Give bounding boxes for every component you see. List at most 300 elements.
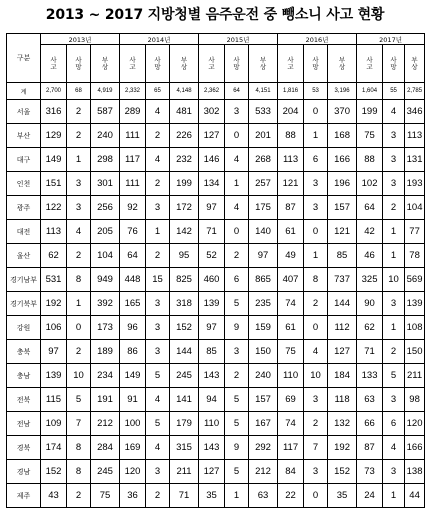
value-cell: 104 xyxy=(91,244,120,268)
value-cell: 234 xyxy=(91,364,120,388)
region-cell: 울산 xyxy=(7,244,41,268)
value-cell: 166 xyxy=(328,148,357,172)
value-cell: 4,148 xyxy=(170,83,199,100)
value-cell: 0 xyxy=(304,100,328,124)
value-cell: 43 xyxy=(41,484,67,508)
sub-header-label: 사망 xyxy=(233,55,240,71)
value-cell: 2 xyxy=(146,244,170,268)
value-cell: 24 xyxy=(357,484,383,508)
value-cell: 64 xyxy=(357,196,383,220)
value-cell: 3 xyxy=(304,388,328,412)
value-cell: 111 xyxy=(120,172,146,196)
value-cell: 9 xyxy=(225,316,249,340)
value-cell: 7 xyxy=(67,412,91,436)
table-row xyxy=(7,268,425,292)
value-cell: 2 xyxy=(146,172,170,196)
table-row xyxy=(7,388,425,412)
value-cell: 316 xyxy=(41,100,67,124)
value-cell: 2 xyxy=(304,292,328,316)
value-cell: 4 xyxy=(146,148,170,172)
table-row xyxy=(7,316,425,340)
value-cell: 5 xyxy=(383,364,405,388)
value-cell: 110 xyxy=(199,412,225,436)
value-cell: 2 xyxy=(67,244,91,268)
value-cell: 113 xyxy=(41,220,67,244)
value-cell: 5 xyxy=(67,388,91,412)
value-cell: 165 xyxy=(120,292,146,316)
value-cell: 102 xyxy=(357,172,383,196)
value-cell: 4 xyxy=(383,100,405,124)
value-cell: 1 xyxy=(383,484,405,508)
value-cell: 201 xyxy=(249,124,278,148)
sub-header-label: 부상 xyxy=(338,55,346,71)
region-cell: 경기남부 xyxy=(7,268,41,292)
value-cell: 106 xyxy=(41,316,67,340)
total-row xyxy=(7,83,425,100)
region-cell: 광주 xyxy=(7,196,41,220)
value-cell: 129 xyxy=(41,124,67,148)
value-cell: 64 xyxy=(120,244,146,268)
value-cell: 75 xyxy=(357,124,383,148)
sub-header-label: 사고 xyxy=(129,55,136,71)
value-cell: 3 xyxy=(67,196,91,220)
value-cell: 737 xyxy=(328,268,357,292)
value-cell: 1 xyxy=(383,220,405,244)
value-cell: 112 xyxy=(328,316,357,340)
value-cell: 3 xyxy=(146,316,170,340)
value-cell: 2 xyxy=(67,484,91,508)
sub-header-cell xyxy=(304,45,328,83)
region-cell: 서울 xyxy=(7,100,41,124)
value-cell: 152 xyxy=(328,460,357,484)
table-row xyxy=(7,484,425,508)
sub-header-cell xyxy=(249,45,278,83)
region-cell: 경북 xyxy=(7,436,41,460)
year-header-2013: 2013년 xyxy=(41,34,120,45)
value-cell: 184 xyxy=(328,364,357,388)
value-cell: 87 xyxy=(357,436,383,460)
value-cell: 152 xyxy=(41,460,67,484)
sub-header-cell xyxy=(199,45,225,83)
value-cell: 196 xyxy=(328,172,357,196)
value-cell: 139 xyxy=(199,292,225,316)
value-cell: 3 xyxy=(146,292,170,316)
value-cell: 212 xyxy=(91,412,120,436)
value-cell: 257 xyxy=(249,172,278,196)
value-cell: 42 xyxy=(357,220,383,244)
value-cell: 318 xyxy=(170,292,199,316)
value-cell: 284 xyxy=(91,436,120,460)
value-cell: 44 xyxy=(405,484,425,508)
value-cell: 256 xyxy=(91,196,120,220)
value-cell: 152 xyxy=(170,316,199,340)
value-cell: 245 xyxy=(170,364,199,388)
value-cell: 460 xyxy=(199,268,225,292)
region-cell: 대전 xyxy=(7,220,41,244)
value-cell: 85 xyxy=(328,244,357,268)
value-cell: 149 xyxy=(120,364,146,388)
value-cell: 192 xyxy=(41,292,67,316)
value-cell: 49 xyxy=(278,244,304,268)
sub-header-label: 부상 xyxy=(411,55,418,71)
value-cell: 144 xyxy=(328,292,357,316)
value-cell: 302 xyxy=(199,100,225,124)
value-cell: 120 xyxy=(120,460,146,484)
value-cell: 174 xyxy=(41,436,67,460)
value-cell: 118 xyxy=(328,388,357,412)
value-cell: 157 xyxy=(249,388,278,412)
value-cell: 4 xyxy=(304,340,328,364)
value-cell: 71 xyxy=(199,220,225,244)
value-cell: 245 xyxy=(91,460,120,484)
value-cell: 108 xyxy=(405,316,425,340)
value-cell: 138 xyxy=(405,460,425,484)
sub-header-label: 사고 xyxy=(208,55,215,71)
value-cell: 1,816 xyxy=(278,83,304,100)
value-cell: 90 xyxy=(357,292,383,316)
value-cell: 63 xyxy=(249,484,278,508)
value-cell: 191 xyxy=(91,388,120,412)
sub-header-label: 사망 xyxy=(312,55,319,71)
value-cell: 97 xyxy=(41,340,67,364)
value-cell: 139 xyxy=(41,364,67,388)
value-cell: 3 xyxy=(225,100,249,124)
value-cell: 569 xyxy=(405,268,425,292)
table-row xyxy=(7,196,425,220)
value-cell: 173 xyxy=(91,316,120,340)
value-cell: 75 xyxy=(91,484,120,508)
value-cell: 10 xyxy=(304,364,328,388)
value-cell: 110 xyxy=(278,364,304,388)
value-cell: 66 xyxy=(357,412,383,436)
value-cell: 3 xyxy=(383,388,405,412)
value-cell: 0 xyxy=(225,124,249,148)
value-cell: 92 xyxy=(120,196,146,220)
value-cell: 142 xyxy=(170,220,199,244)
value-cell: 3 xyxy=(383,148,405,172)
value-cell: 235 xyxy=(249,292,278,316)
value-cell: 193 xyxy=(405,172,425,196)
value-cell: 211 xyxy=(405,364,425,388)
table-row xyxy=(7,364,425,388)
value-cell: 949 xyxy=(91,268,120,292)
value-cell: 189 xyxy=(91,340,120,364)
value-cell: 4 xyxy=(225,196,249,220)
value-cell: 5 xyxy=(225,412,249,436)
value-cell: 407 xyxy=(278,268,304,292)
value-cell: 63 xyxy=(357,388,383,412)
value-cell: 2 xyxy=(146,124,170,148)
value-cell: 8 xyxy=(67,460,91,484)
value-cell: 2,785 xyxy=(405,83,425,100)
table-row xyxy=(7,244,425,268)
region-cell: 전남 xyxy=(7,412,41,436)
sub-header-cell xyxy=(41,45,67,83)
value-cell: 120 xyxy=(405,412,425,436)
year-header-2017: 2017년 xyxy=(357,34,425,45)
sub-header-cell xyxy=(67,45,91,83)
value-cell: 36 xyxy=(120,484,146,508)
value-cell: 61 xyxy=(278,220,304,244)
region-cell: 경기북부 xyxy=(7,292,41,316)
table-row xyxy=(7,436,425,460)
value-cell: 117 xyxy=(120,148,146,172)
value-cell: 127 xyxy=(199,460,225,484)
year-header-2014: 2014년 xyxy=(120,34,199,45)
value-cell: 3 xyxy=(304,460,328,484)
region-cell: 전북 xyxy=(7,388,41,412)
value-cell: 55 xyxy=(383,83,405,100)
sub-header-label: 사망 xyxy=(390,55,397,71)
value-cell: 9 xyxy=(225,436,249,460)
region-cell: 충북 xyxy=(7,340,41,364)
sub-header-row xyxy=(7,45,425,83)
value-cell: 146 xyxy=(199,148,225,172)
value-cell: 1 xyxy=(225,172,249,196)
sub-header-cell xyxy=(278,45,304,83)
value-cell: 78 xyxy=(405,244,425,268)
value-cell: 2 xyxy=(225,244,249,268)
value-cell: 149 xyxy=(41,148,67,172)
year-header-2016: 2016년 xyxy=(278,34,357,45)
value-cell: 84 xyxy=(278,460,304,484)
value-cell: 325 xyxy=(357,268,383,292)
value-cell: 192 xyxy=(328,436,357,460)
table-row xyxy=(7,220,425,244)
sub-header-label: 사고 xyxy=(50,55,57,71)
value-cell: 2 xyxy=(67,340,91,364)
value-cell: 268 xyxy=(249,148,278,172)
value-cell: 104 xyxy=(405,196,425,220)
value-cell: 3 xyxy=(304,172,328,196)
value-cell: 127 xyxy=(328,340,357,364)
value-cell: 139 xyxy=(405,292,425,316)
value-cell: 151 xyxy=(41,172,67,196)
value-cell: 1 xyxy=(383,316,405,340)
value-cell: 150 xyxy=(249,340,278,364)
value-cell: 111 xyxy=(120,124,146,148)
value-cell: 392 xyxy=(91,292,120,316)
value-cell: 3 xyxy=(67,172,91,196)
value-cell: 1,604 xyxy=(357,83,383,100)
value-cell: 113 xyxy=(278,148,304,172)
value-cell: 140 xyxy=(249,220,278,244)
value-cell: 8 xyxy=(67,268,91,292)
value-cell: 35 xyxy=(199,484,225,508)
table-row xyxy=(7,124,425,148)
value-cell: 131 xyxy=(405,148,425,172)
value-cell: 132 xyxy=(328,412,357,436)
value-cell: 3 xyxy=(146,196,170,220)
value-cell: 22 xyxy=(278,484,304,508)
value-cell: 10 xyxy=(383,268,405,292)
value-cell: 0 xyxy=(304,316,328,340)
value-cell: 143 xyxy=(199,436,225,460)
value-cell: 212 xyxy=(249,460,278,484)
value-cell: 15 xyxy=(146,268,170,292)
table-header xyxy=(7,34,425,83)
value-cell: 172 xyxy=(170,196,199,220)
value-cell: 61 xyxy=(278,316,304,340)
value-cell: 3 xyxy=(383,292,405,316)
value-cell: 865 xyxy=(249,268,278,292)
gubun-header: 구분 xyxy=(7,34,41,83)
value-cell: 4 xyxy=(67,220,91,244)
value-cell: 2 xyxy=(67,124,91,148)
sub-header-label: 부상 xyxy=(180,55,188,71)
region-cell: 부산 xyxy=(7,124,41,148)
value-cell: 71 xyxy=(357,340,383,364)
table-row xyxy=(7,100,425,124)
value-cell: 96 xyxy=(120,316,146,340)
value-cell: 2,700 xyxy=(41,83,67,100)
value-cell: 204 xyxy=(278,100,304,124)
sub-header-cell xyxy=(405,45,425,83)
value-cell: 315 xyxy=(170,436,199,460)
sub-header-label: 사망 xyxy=(75,55,82,71)
table-row xyxy=(7,292,425,316)
value-cell: 292 xyxy=(249,436,278,460)
value-cell: 87 xyxy=(278,196,304,220)
value-cell: 6 xyxy=(225,268,249,292)
value-cell: 113 xyxy=(405,124,425,148)
value-cell: 169 xyxy=(120,436,146,460)
value-cell: 2 xyxy=(304,412,328,436)
value-cell: 1 xyxy=(304,124,328,148)
value-cell: 587 xyxy=(91,100,120,124)
region-cell: 대구 xyxy=(7,148,41,172)
value-cell: 76 xyxy=(120,220,146,244)
value-cell: 86 xyxy=(120,340,146,364)
sub-header-label: 사망 xyxy=(154,55,161,71)
value-cell: 301 xyxy=(91,172,120,196)
value-cell: 370 xyxy=(328,100,357,124)
value-cell: 91 xyxy=(120,388,146,412)
region-cell: 제주 xyxy=(7,484,41,508)
value-cell: 6 xyxy=(383,412,405,436)
year-header-2015: 2015년 xyxy=(199,34,278,45)
value-cell: 0 xyxy=(225,220,249,244)
value-cell: 3 xyxy=(304,196,328,220)
value-cell: 97 xyxy=(199,316,225,340)
value-cell: 0 xyxy=(304,484,328,508)
value-cell: 68 xyxy=(67,83,91,100)
value-cell: 62 xyxy=(41,244,67,268)
value-cell: 2,332 xyxy=(120,83,146,100)
value-cell: 95 xyxy=(170,244,199,268)
value-cell: 88 xyxy=(278,124,304,148)
value-cell: 133 xyxy=(357,364,383,388)
value-cell: 0 xyxy=(304,220,328,244)
value-cell: 175 xyxy=(249,196,278,220)
value-cell: 6 xyxy=(304,148,328,172)
value-cell: 1 xyxy=(304,244,328,268)
value-cell: 4 xyxy=(146,100,170,124)
value-cell: 69 xyxy=(278,388,304,412)
value-cell: 122 xyxy=(41,196,67,220)
value-cell: 2 xyxy=(383,196,405,220)
value-cell: 168 xyxy=(328,124,357,148)
value-cell: 298 xyxy=(91,148,120,172)
value-cell: 448 xyxy=(120,268,146,292)
value-cell: 226 xyxy=(170,124,199,148)
sub-header-cell xyxy=(357,45,383,83)
value-cell: 481 xyxy=(170,100,199,124)
value-cell: 121 xyxy=(278,172,304,196)
value-cell: 346 xyxy=(405,100,425,124)
value-cell: 7 xyxy=(304,436,328,460)
value-cell: 166 xyxy=(405,436,425,460)
region-cell: 인천 xyxy=(7,172,41,196)
value-cell: 150 xyxy=(405,340,425,364)
value-cell: 199 xyxy=(357,100,383,124)
value-cell: 35 xyxy=(328,484,357,508)
value-cell: 5 xyxy=(146,364,170,388)
value-cell: 94 xyxy=(199,388,225,412)
value-cell: 65 xyxy=(146,83,170,100)
value-cell: 157 xyxy=(328,196,357,220)
value-cell: 2 xyxy=(67,100,91,124)
value-cell: 115 xyxy=(41,388,67,412)
table-row xyxy=(7,460,425,484)
value-cell: 159 xyxy=(249,316,278,340)
value-cell: 74 xyxy=(278,412,304,436)
value-cell: 144 xyxy=(170,340,199,364)
value-cell: 4 xyxy=(383,436,405,460)
value-cell: 5 xyxy=(146,412,170,436)
value-cell: 73 xyxy=(357,460,383,484)
value-cell: 121 xyxy=(328,220,357,244)
value-cell: 10 xyxy=(67,364,91,388)
sub-header-cell xyxy=(146,45,170,83)
region-cell: 경남 xyxy=(7,460,41,484)
sub-header-cell xyxy=(328,45,357,83)
sub-header-label: 사고 xyxy=(366,55,373,71)
value-cell: 141 xyxy=(170,388,199,412)
value-cell: 77 xyxy=(405,220,425,244)
value-cell: 4 xyxy=(146,388,170,412)
value-cell: 531 xyxy=(41,268,67,292)
value-cell: 117 xyxy=(278,436,304,460)
value-cell: 289 xyxy=(120,100,146,124)
value-cell: 2 xyxy=(225,364,249,388)
value-cell: 53 xyxy=(304,83,328,100)
value-cell: 4,919 xyxy=(91,83,120,100)
value-cell: 211 xyxy=(170,460,199,484)
value-cell: 240 xyxy=(249,364,278,388)
value-cell: 52 xyxy=(199,244,225,268)
sub-header-cell xyxy=(383,45,405,83)
value-cell: 134 xyxy=(199,172,225,196)
value-cell: 3 xyxy=(383,124,405,148)
value-cell: 74 xyxy=(278,292,304,316)
page-title: 2013 ~ 2017 지방청별 음주운전 중 뺑소니 사고 현황 xyxy=(45,7,385,23)
value-cell: 1 xyxy=(225,484,249,508)
value-cell: 97 xyxy=(199,196,225,220)
sub-header-label: 부상 xyxy=(101,55,109,71)
value-cell: 88 xyxy=(357,148,383,172)
value-cell: 5 xyxy=(225,388,249,412)
sub-header-label: 부상 xyxy=(259,55,267,71)
value-cell: 8 xyxy=(67,436,91,460)
value-cell: 3 xyxy=(146,460,170,484)
sub-header-cell xyxy=(120,45,146,83)
table-body xyxy=(7,83,425,508)
value-cell: 3,196 xyxy=(328,83,357,100)
value-cell: 2 xyxy=(383,340,405,364)
value-cell: 46 xyxy=(357,244,383,268)
value-cell: 75 xyxy=(278,340,304,364)
